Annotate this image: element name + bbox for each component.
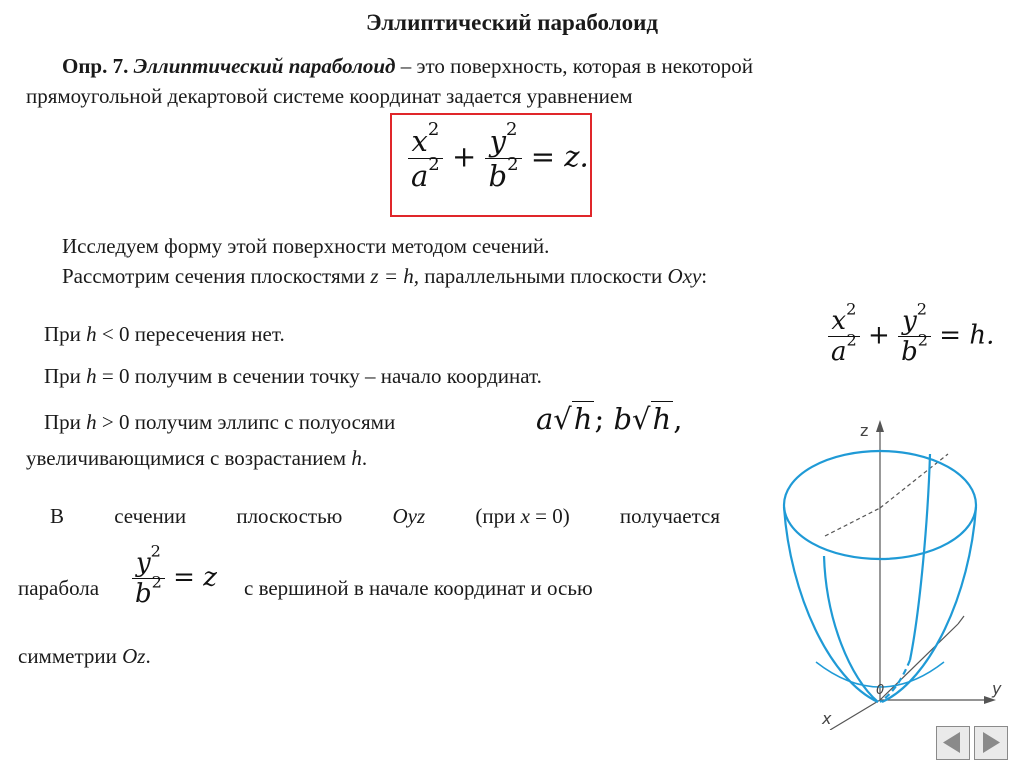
exp: 2 [846,330,857,350]
consider-plane: Oxy [667,264,702,288]
case3-line2-var: h [351,446,362,470]
consider-mid: параллельными плоскости [418,264,668,288]
case2-rest: = 0 получим в сечении точку – начало координат. [96,364,542,388]
case2-pre: При [44,364,87,388]
z-arrow-icon [876,420,884,432]
main-rhs: z. [564,139,589,174]
label-y: y [992,679,1002,698]
next-slide-button[interactable] [974,726,1008,760]
exp: 2 [507,153,519,175]
case3-line2-pre: увеличивающимися с возрастанием [26,446,352,470]
case3-line2-end: . [361,446,368,470]
consider-var: z = h, [370,264,419,288]
parabola-den-b: b [135,579,152,609]
semiaxis-b: b [613,402,633,436]
definition-line-2: прямоугольной декартовой системе координат задается уравнением [26,84,633,108]
exp: 2 [916,299,928,319]
exp: 2 [428,153,440,175]
symmetry-pre: симметрии [18,644,123,668]
arrow-right-icon [975,727,1006,758]
parabola-num-y: y [135,548,151,578]
consider-pre: Рассмотрим сечения плоскостями [62,264,371,288]
case3-var: h [86,410,97,434]
semiaxis-a: a [536,402,554,436]
plus-sign: + [451,139,477,174]
front-meridian [824,556,878,702]
case1-rest: < 0 пересечения нет. [96,322,285,346]
definition-term: Эллиптический параболоид [133,54,396,78]
ellipse-diameter [825,508,880,536]
exp: 2 [917,330,928,350]
case-negative [44,322,285,347]
when-pre: (при [475,504,521,528]
section-oyz-line [50,504,720,529]
case3-pre: При [44,410,87,434]
label-origin: 0 [876,683,885,698]
case-positive [44,410,395,435]
slide-title: Эллиптический параболоид [365,10,659,35]
prev-slide-button[interactable] [936,726,970,760]
exp: 2 [505,118,518,140]
word-plane: плоскостью [236,504,343,528]
main-num-y: y [489,124,506,158]
main-den-a: a [411,159,429,193]
label-z: z [860,421,869,440]
main-num-x: x [411,124,428,158]
exp: 2 [150,541,161,561]
word-v: В [50,504,65,528]
section-num-y: y [902,306,917,336]
symmetry-text [18,644,151,669]
parabola-formula [132,541,217,609]
section-den-b: b [901,337,918,367]
equals-sign: = [530,139,556,174]
word-section: сечении [114,504,187,528]
parabola-word: парабола [18,576,100,600]
equals-sign: = [173,562,195,593]
consider-end: : [701,264,708,288]
semiaxes-formula: a√h; b√h, [536,402,683,436]
arrow-left-icon [937,727,968,758]
investigate-text: Исследуем форму этой поверхности методом сечений. [62,234,550,258]
exp: 2 [151,572,162,592]
definition-line-1 [62,54,753,79]
plane-oyz: Oyz [392,504,426,528]
equals-sign: = [939,320,962,351]
definition-label: Опр. 7. [62,54,129,78]
case1-pre: При [44,322,87,346]
radicand-h: h [573,402,593,436]
exp: 2 [427,118,440,140]
when-post: = 0) [529,504,570,528]
section-formula [828,299,995,367]
symmetry-axis: Oz [122,644,146,668]
case2-var: h [86,364,97,388]
main-formula [408,118,589,193]
semicolon: ; [594,402,605,436]
case-positive-line-2 [26,446,367,471]
consider-text [62,264,707,289]
section-num-x: x [831,306,847,336]
plane-trace [880,624,958,700]
section-rhs: h. [969,320,995,351]
word-obtained: получается [619,504,720,528]
symmetry-end: . [145,644,151,668]
parabola-rhs: z [203,562,217,593]
exp: 2 [846,299,857,319]
comma: , [673,402,683,436]
case3-rest: > 0 получим эллипс с полуосями [96,410,396,434]
case1-var: h [86,322,97,346]
when-var: x [520,504,530,528]
plane-trace-tail [958,616,964,624]
case-zero [44,364,542,389]
section-den-a: a [831,337,847,367]
plus-sign: + [868,320,890,351]
main-den-b: b [488,159,508,193]
x-axis [830,700,880,730]
label-x: x [822,709,832,728]
paraboloid-figure [770,410,1024,730]
parabola-description: с вершиной в начале координат и осью [244,576,593,600]
radicand-h: h [652,402,672,436]
definition-text: – это поверхность, которая в некоторой [395,54,754,78]
